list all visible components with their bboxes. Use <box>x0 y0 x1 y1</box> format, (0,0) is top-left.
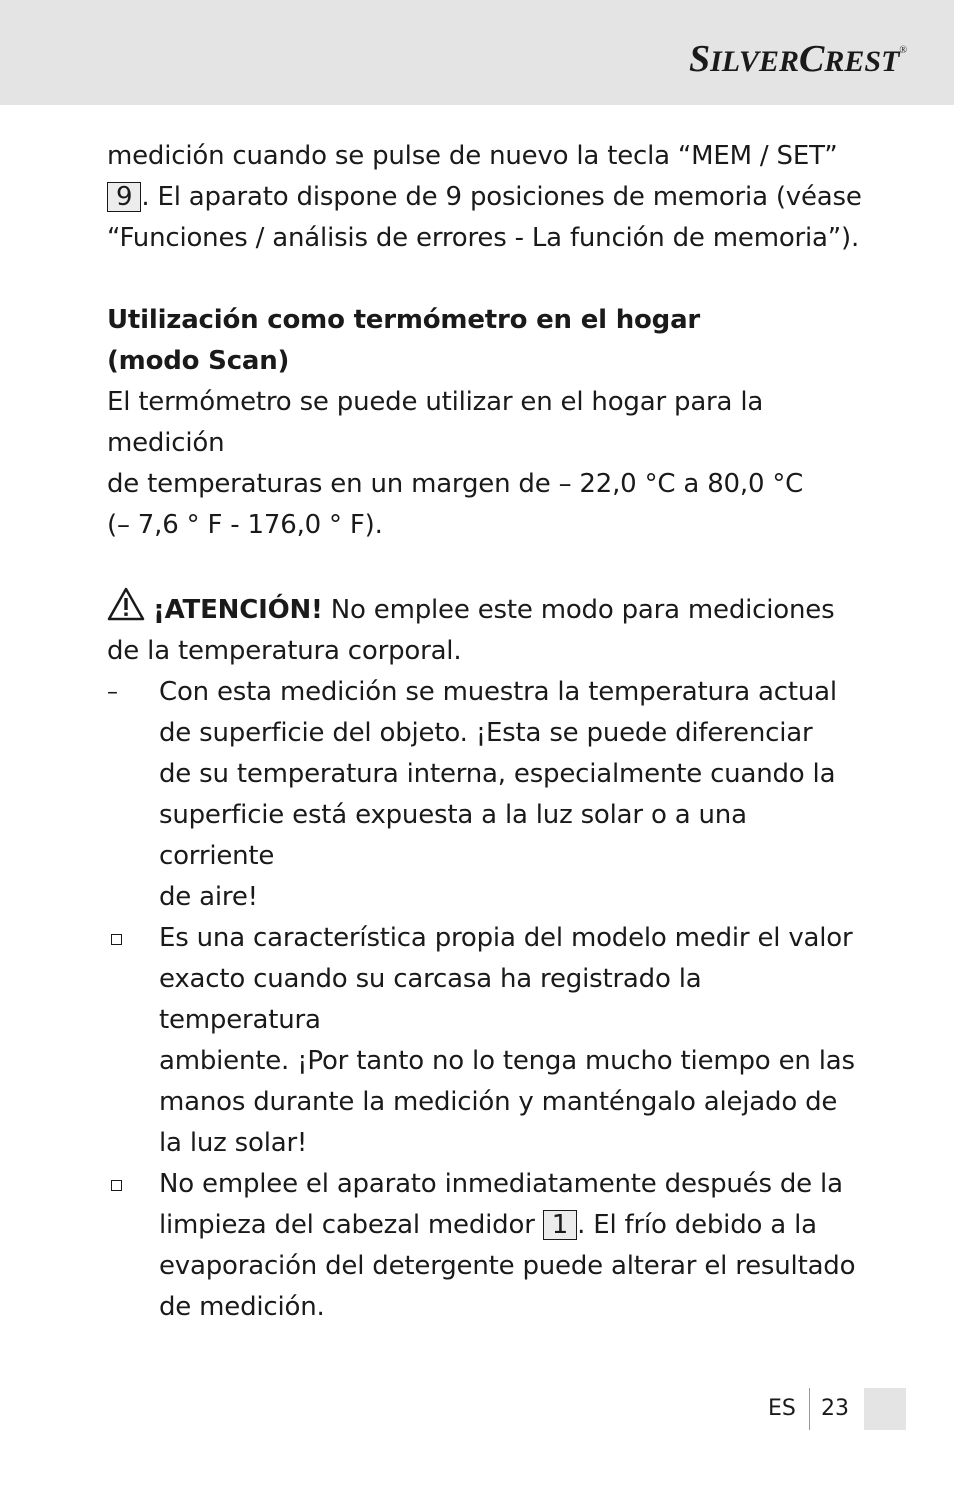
footer-tab-box <box>864 1388 906 1430</box>
list-item: – Con esta medición se muestra la temperatura actual de superficie del objeto. ¡Esta se puede diferenciar de su temperatura interna, especialmente cuando la superficie está expuesta a la luz solar o a una corriente de aire! <box>107 672 867 918</box>
reference-number-9: 9 <box>107 182 141 212</box>
intro-paragraph: medición cuando se pulse de nuevo la tecla “MEM / SET” 9 . El aparato dispone de 9 posiciones de memoria (véase “Funciones / análisis de errores - La función de memoria”). <box>107 141 862 253</box>
section-paragraph: El termómetro se puede utilizar en el hogar para la medición de temperaturas en un margen de – 22,0 °C a 80,0 °C (– 7,6 ° F - 176,0 ° F). <box>107 387 804 540</box>
reference-number-1: 1 <box>543 1210 577 1240</box>
page-content <box>107 136 867 1328</box>
warning-triangle-icon <box>107 587 145 621</box>
list-item: No emplee el aparato inmediatamente después de la limpieza del cabezal medidor 1 . El frío debido a la evaporación del detergente puede alterar el resultado de medición. <box>159 1169 856 1322</box>
brand-logo: SILVERCREST® <box>688 38 907 80</box>
page-number: 23 <box>821 1396 849 1421</box>
warning-title: ¡ATENCIÓN! <box>153 595 323 625</box>
footer-language: ES <box>768 1396 796 1421</box>
dash-marker: – <box>107 680 118 705</box>
instruction-list <box>107 672 867 1328</box>
list-item: Es una característica propia del modelo medir el valor exacto cuando su carcasa ha registrado la temperatura ambiente. ¡Por tanto no lo tenga mucho tiempo en las manos durante la medición y manténgalo alejado de la luz solar! <box>159 923 855 1158</box>
section-heading: Utilización como termómetro en el hogar (modo Scan) <box>107 305 701 376</box>
footer-divider <box>809 1388 810 1430</box>
warning-note: ¡ATENCIÓN! No emplee este modo para mediciones de la temperatura corporal. <box>107 587 867 672</box>
